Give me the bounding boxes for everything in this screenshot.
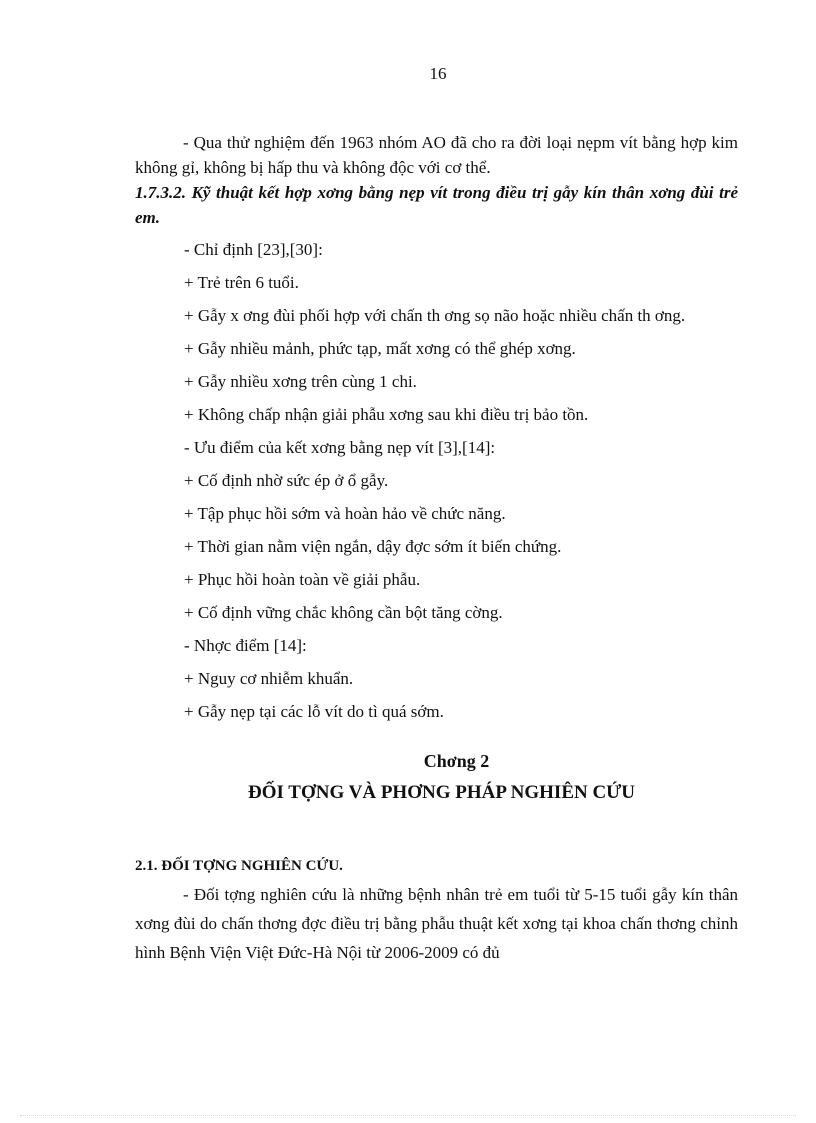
list-item: + Tập phục hồi sớm và hoàn hảo về chức năng. [184, 504, 506, 523]
disadvantages-heading: - Nhợc điểm [14]: [184, 636, 307, 655]
list-item: + Gẫy x ơng đùi phối hợp với chấn th ơng sọ não hoặc nhiều chấn th ơng. [184, 306, 686, 325]
list-item: + Cố định nhờ sức ép ở ổ gẫy. [184, 471, 389, 490]
disadvantages-block [135, 629, 738, 728]
chapter-title: ĐỐI TỢNG VÀ PHƠNG PHÁP NGHIÊN CỨU [247, 782, 636, 803]
document-body [135, 130, 738, 967]
advantages-block [135, 431, 738, 629]
chapter-header [135, 748, 738, 808]
page-bottom-divider [20, 1115, 796, 1116]
intro-paragraph: - Qua thử nghiệm đến 1963 nhóm AO đã cho ra đời loại nẹpm vít bằng hợp kim không gỉ, không bị hấp thu và không độc với cơ thể. [135, 133, 738, 177]
list-item: + Trẻ trên 6 tuổi. [184, 273, 299, 292]
list-item: + Gẫy nẹp tại các lỗ vít do tì quá sớm. [184, 702, 444, 721]
list-item: + Không chấp nhận giải phẫu xơng sau khi điều trị bảo tồn. [184, 405, 589, 424]
chapter-label: Chơng 2 [423, 751, 490, 771]
list-item: + Nguy cơ nhiễm khuẩn. [184, 669, 354, 688]
page-number: 16 [429, 64, 447, 83]
subsection-title: 1.7.3.2. Kỹ thuật kết hợp xơng bằng nẹp vít trong điều trị gẫy kín thân xơng đùi trẻ em. [135, 183, 738, 227]
section-body [135, 880, 738, 967]
section-heading: 2.1. ĐỐI TỢNG NGHIÊN CỨU. [135, 858, 343, 874]
list-item: + Cố định vững chắc không cần bột tăng cờng. [184, 603, 503, 622]
list-item: + Thời gian nằm viện ngắn, dậy đợc sớm ít biến chứng. [184, 537, 562, 556]
list-item: + Gẫy nhiều xơng trên cùng 1 chi. [184, 372, 417, 391]
advantages-heading: - Ưu điểm của kết xơng bằng nẹp vít [3],[14]: [184, 438, 496, 457]
section-paragraph: - Đối tợng nghiên cứu là những bệnh nhân trẻ em tuổi từ 5-15 tuổi gẫy kín thân xơng đùi do chấn thơng đợc điều trị bằng phẫu thuật kết xơng tại khoa chấn thơng chỉnh hình Bệnh Viện Việt Đức-Hà Nội từ 2006-2009 có đủ [135, 885, 738, 962]
indications-block [135, 233, 738, 431]
list-item: + Gẫy nhiều mảnh, phức tạp, mất xơng có thể ghép xơng. [184, 339, 576, 358]
indications-heading: - Chỉ định [23],[30]: [184, 240, 323, 259]
list-item: + Phục hồi hoàn toàn về giải phẫu. [184, 570, 421, 589]
